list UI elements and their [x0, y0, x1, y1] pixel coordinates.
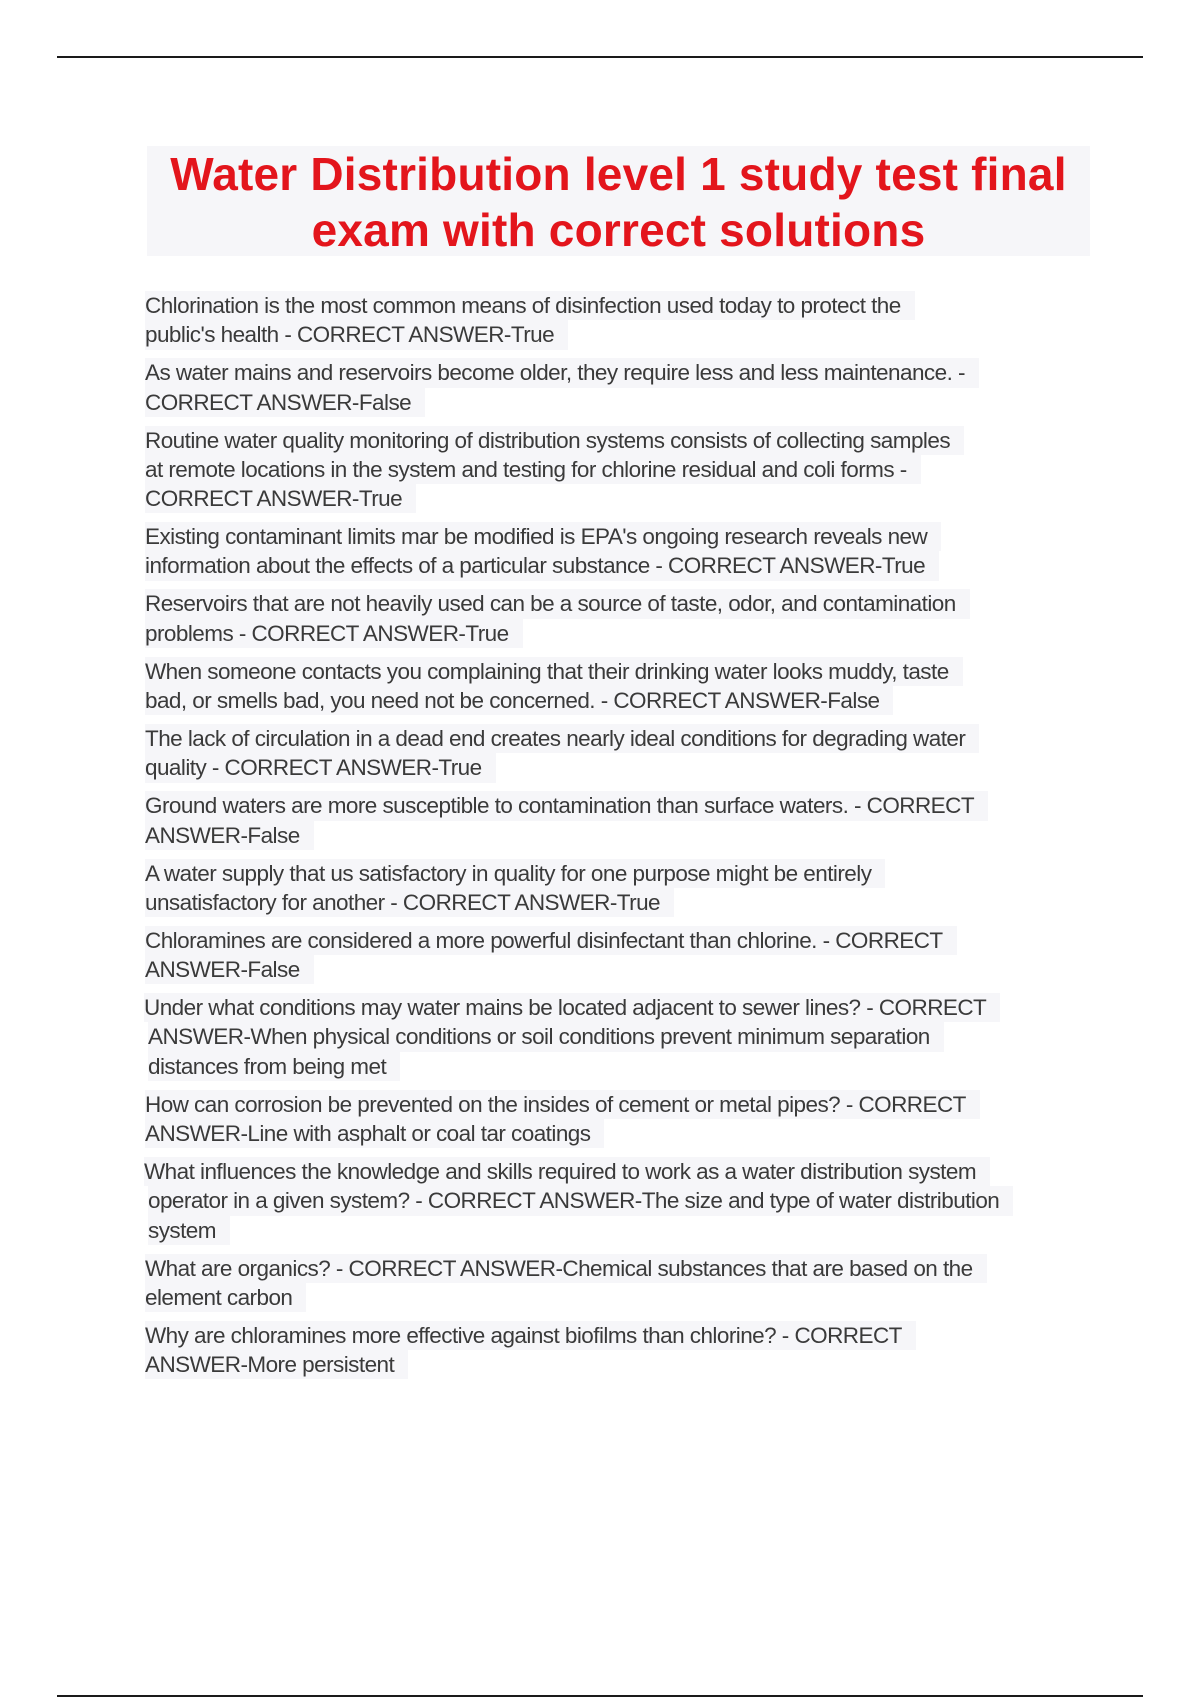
- title-line: Water Distribution level 1 study test final: [170, 148, 1067, 200]
- qa-line: Reservoirs that are not heavily used can be a source of taste, odor, and contamination: [145, 589, 970, 618]
- qa-line: What are organics? - CORRECT ANSWER-Chemical substances that are based on the: [145, 1254, 987, 1283]
- qa-line: Existing contaminant limits mar be modified is EPA's ongoing research reveals new: [145, 522, 941, 551]
- qa-line: quality - CORRECT ANSWER-True: [145, 753, 496, 782]
- qa-line: public's health - CORRECT ANSWER-True: [145, 320, 568, 349]
- qa-line: ANSWER-Line with asphalt or coal tar coatings: [145, 1119, 604, 1148]
- qa-item: [145, 358, 1095, 417]
- qa-line: CORRECT ANSWER-False: [145, 388, 425, 417]
- qa-line: Routine water quality monitoring of distribution systems consists of collecting samples: [145, 426, 964, 455]
- document-title: [147, 146, 1090, 256]
- qa-line: Chloramines are considered a more powerful disinfectant than chlorine. - CORRECT: [145, 926, 957, 955]
- qa-line: A water supply that us satisfactory in quality for one purpose might be entirely: [145, 859, 885, 888]
- qa-line: When someone contacts you complaining that their drinking water looks muddy, taste: [145, 657, 963, 686]
- qa-line: ANSWER-False: [145, 821, 314, 850]
- qa-line: Ground waters are more susceptible to contamination than surface waters. - CORRECT: [145, 791, 988, 820]
- qa-line: Why are chloramines more effective against biofilms than chlorine? - CORRECT: [145, 1321, 916, 1350]
- qa-item: [145, 589, 1095, 648]
- qa-item: [145, 1321, 1095, 1380]
- qa-item: [145, 522, 1095, 581]
- qa-line: bad, or smells bad, you need not be concerned. - CORRECT ANSWER-False: [145, 686, 893, 715]
- qa-line: ANSWER-When physical conditions or soil conditions prevent minimum separation: [148, 1022, 944, 1051]
- qa-item: [145, 791, 1095, 850]
- qa-item: [145, 724, 1095, 783]
- bottom-rule: [57, 1695, 1143, 1697]
- title-line: exam with correct solutions: [311, 204, 926, 256]
- qa-line: Chlorination is the most common means of disinfection used today to protect the: [145, 291, 915, 320]
- qa-item: [145, 1254, 1095, 1313]
- qa-item: [145, 1157, 1095, 1245]
- qa-line: problems - CORRECT ANSWER-True: [145, 619, 523, 648]
- qa-line: Under what conditions may water mains be located adjacent to sewer lines? - CORRECT: [144, 993, 1000, 1022]
- qa-line: element carbon: [145, 1283, 306, 1312]
- qa-line: at remote locations in the system and testing for chlorine residual and coli forms -: [145, 455, 921, 484]
- qa-item: [145, 993, 1095, 1081]
- qa-line: As water mains and reservoirs become older, they require less and less maintenance. -: [145, 358, 979, 387]
- qa-line: distances from being met: [148, 1052, 400, 1081]
- qa-item: [145, 926, 1095, 985]
- qa-line: The lack of circulation in a dead end creates nearly ideal conditions for degrading water: [145, 724, 979, 753]
- qa-line: What influences the knowledge and skills required to work as a water distribution system: [144, 1157, 990, 1186]
- qa-line: information about the effects of a particular substance - CORRECT ANSWER-True: [145, 551, 939, 580]
- qa-line: CORRECT ANSWER-True: [145, 484, 416, 513]
- qa-item: [145, 859, 1095, 918]
- qa-list: [145, 291, 1095, 1388]
- qa-line: ANSWER-False: [145, 955, 314, 984]
- qa-item: [145, 426, 1095, 514]
- qa-line: ANSWER-More persistent: [145, 1350, 408, 1379]
- qa-item: [145, 1090, 1095, 1149]
- qa-item: [145, 657, 1095, 716]
- qa-line: operator in a given system? - CORRECT ANSWER-The size and type of water distribution: [148, 1186, 1013, 1215]
- qa-item: [145, 291, 1095, 350]
- qa-line: system: [148, 1216, 230, 1245]
- qa-line: How can corrosion be prevented on the insides of cement or metal pipes? - CORRECT: [145, 1090, 980, 1119]
- top-rule: [57, 56, 1143, 58]
- qa-line: unsatisfactory for another - CORRECT ANSWER-True: [145, 888, 674, 917]
